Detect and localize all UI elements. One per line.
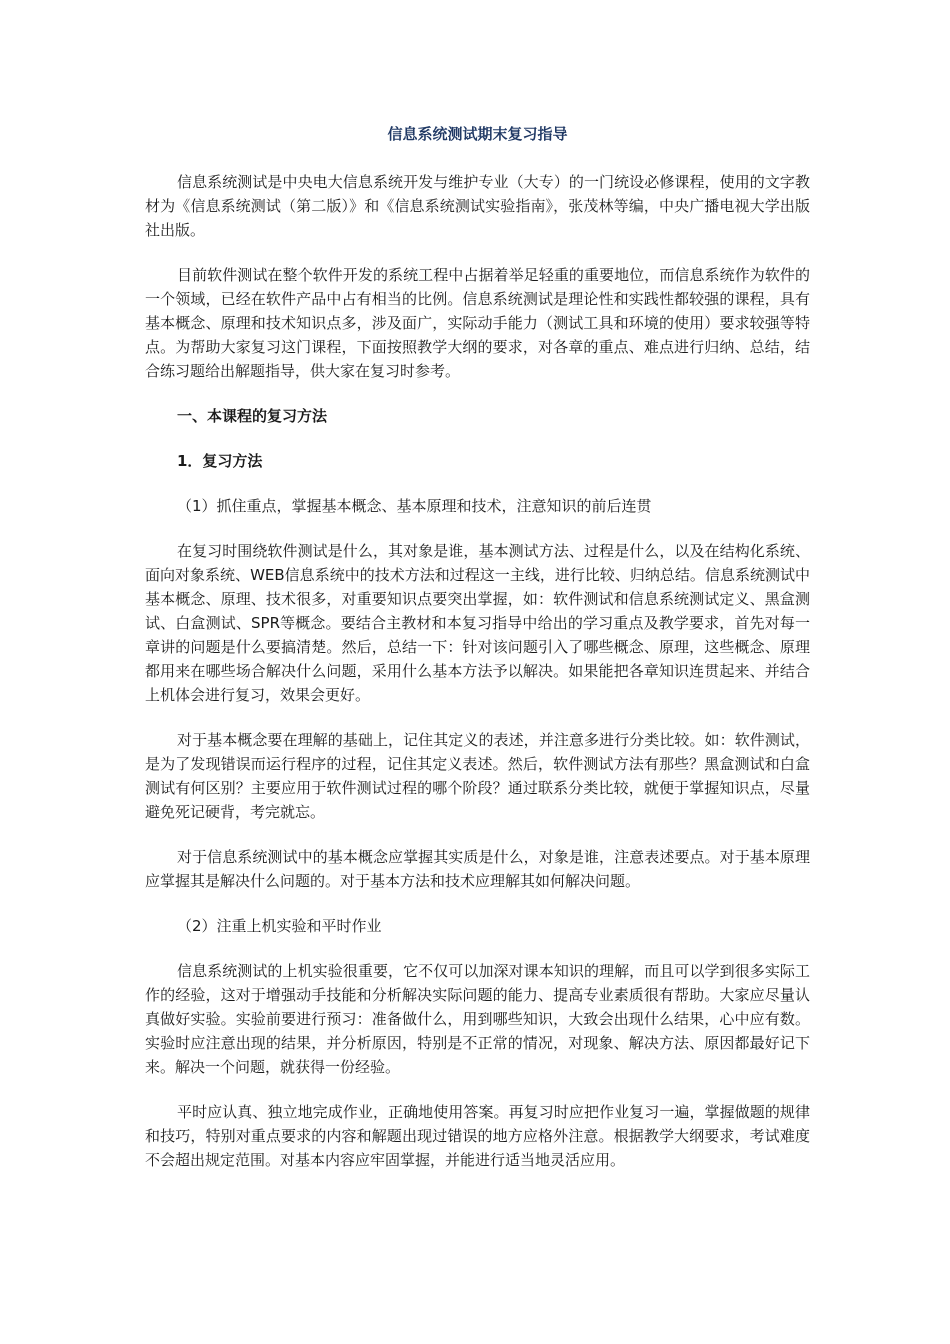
paragraph-experiments: 信息系统测试的上机实验很重要，它不仅可以加深对课本知识的理解，而且可以学到很多实际工作的经验，这对于增强动手技能和分析解决实际问题的能力、提高专业素质很有帮助。大家应尽量认真做好实验。实验前要进行预习：准备做什么，用到哪些知识，大致会出现什么结果，心中应有数。实验时应注意出现的结果，并分析原因，特别是不正常的情况，对现象、解决方法、原因都最好记下来。解决一个问题，就获得一份经验。	[145, 962, 810, 1076]
paragraph-background: 目前软件测试在整个软件开发的系统工程中占据着举足轻重的重要地位，而信息系统作为软件的一个领域，已经在软件产品中占有相当的比例。信息系统测试是理论性和实践性都较强的课程，具有基本概念、原理和技术知识点多，涉及面广，实际动手能力（测试工具和环境的使用）要求较强等特点。为帮助大家复习这门课程，下面按照教学大纲的要求，对各章的重点、难点进行归纳、总结，结合练习题给出解题指导，供大家在复习时参考。	[145, 266, 810, 380]
subsection-heading-methods: 1．复习方法	[177, 452, 263, 470]
document-page	[145, 122, 810, 1193]
point-heading-focus: （1）抓住重点，掌握基本概念、基本原理和技术，注意知识的前后连贯	[177, 497, 652, 515]
paragraph-main-line: 在复习时围绕软件测试是什么，其对象是谁，基本测试方法、过程是什么，以及在结构化系统、面向对象系统、WEB信息系统中的技术方法和过程这一主线，进行比较、归纳总结。信息系统测试中基本概念、原理、技术很多，对重要知识点要突出掌握，如：软件测试和信息系统测试定义、黑盒测试、白盒测试、SPR等概念。要结合主教材和本复习指导中给出的学习重点及教学要求，首先对每一章讲的问题是什么要搞清楚。然后，总结一下：针对该问题引入了哪些概念、原理，这些概念、原理都用来在哪些场合解决什么问题，采用什么基本方法予以解决。如果能把各章知识连贯起来、并结合上机体会进行复习，效果会更好。	[145, 542, 810, 704]
paragraph-intro: 信息系统测试是中央电大信息系统开发与维护专业（大专）的一门统设必修课程，使用的文字教材为《信息系统测试（第二版）》和《信息系统测试实验指南》，张茂林等编，中央广播电视大学出版社出版。	[145, 173, 810, 239]
paragraph-homework: 平时应认真、独立地完成作业，正确地使用答案。再复习时应把作业复习一遍，掌握做题的规律和技巧，特别对重点要求的内容和解题出现过错误的地方应格外注意。根据教学大纲要求，考试难度不会超出规定范围。对基本内容应牢固掌握，并能进行适当地灵活应用。	[145, 1103, 810, 1169]
paragraph-concepts: 对于基本概念要在理解的基础上，记住其定义的表述，并注意多进行分类比较。如：软件测试，是为了发现错误而运行程序的过程，记住其定义表述。然后，软件测试方法有那些？黑盒测试和白盒测试有何区别？主要应用于软件测试过程的哪个阶段？通过联系分类比较，就便于掌握知识点，尽量避免死记硬背，考完就忘。	[145, 731, 810, 821]
point-heading-experiments: （2）注重上机实验和平时作业	[177, 917, 382, 935]
document-title: 信息系统测试期末复习指导	[387, 125, 568, 143]
paragraph-essence: 对于信息系统测试中的基本概念应掌握其实质是什么，对象是谁，注意表述要点。对于基本原理应掌握其是解决什么问题的。对于基本方法和技术应理解其如何解决问题。	[145, 848, 810, 890]
section-heading-review-method: 一、本课程的复习方法	[177, 407, 328, 425]
